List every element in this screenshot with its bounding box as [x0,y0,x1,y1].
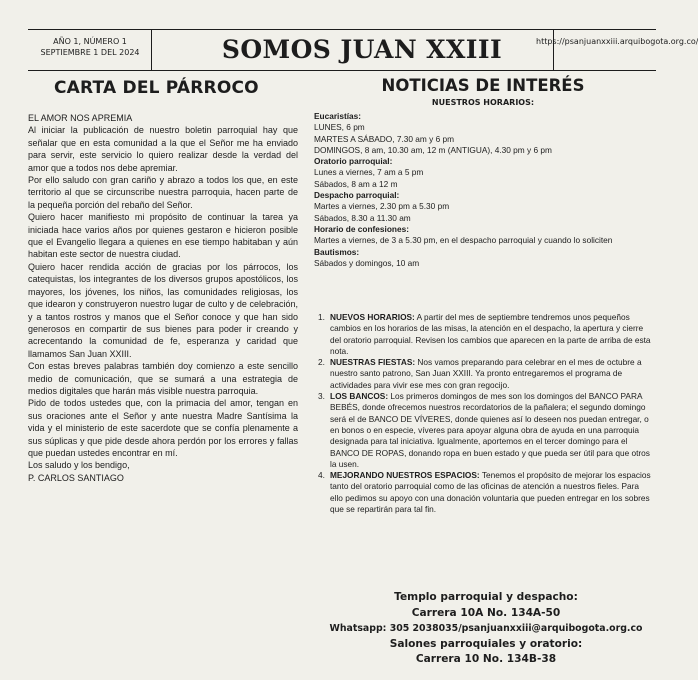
letter-heading: EL AMOR NOS APREMIA [28,113,133,123]
schedule-subtitle: NUESTROS HORARIOS: [431,98,535,107]
news-item-title: LOS BANCOS: [330,391,389,402]
news-list [314,312,654,515]
news-item-title: NUESTRAS FIESTAS: [330,357,416,368]
eucharist-label: Eucaristías: [314,111,362,121]
letter-closing: Los saludo y los bendigo, [28,460,130,471]
contact-footer [318,590,654,668]
letter-paragraph: Al iniciar la publicación de nuestro boletin parroquial hay que señalar que en esta comunidad a la que el Señor me ha enviado para servir, este servicio lo quiero realizar desde la verdad del amor que a todos nos debe apremiar. [28,125,298,173]
masthead-divider-left [151,30,152,70]
letter-section-title: CARTA DEL PÁRROCO [54,78,259,98]
issue-info [34,36,146,58]
office-label: Despacho parroquial: [314,190,400,201]
news-item-text: Nos vamos preparando para celebrar en el mes de octubre a nuestro santo patrono, San Juan XXIII. Ya pronto entregaremos el programa de actividades para vivir ese mes con gran regocijo. [330,357,642,390]
news-item-title: NUEVOS HORARIOS: [330,312,415,322]
news-item [314,312,654,357]
letter-paragraph: Quiero hacer manifiesto mi propósito de continuar la tarea ya iniciada hace varios años por quienes gestaron e hicieron posible que el Evangelio llegara a quienes en ese tiempo habitaban y aún habitan este sector de nuestra ciudad. [28,212,298,260]
schedule-line: MARTES A SÁBADO, 7.30 am y 6 pm [314,133,455,144]
schedule-line: LUNES, 6 pm [314,122,365,133]
letter-paragraph: Pido de todos ustedes que, con la primacia del amor, tengan en sus oraciones ante el Señor y ante nuestra Madre Santísima la vida y el ministerio de este sacerdote que se confía plenamente a sus súplicas y que pide desde ahora perdón por los errores y fallas que puedan ustedes encontrar en mí. [28,398,298,458]
contact-address: Carrera 10A No. 134A-50 [411,606,561,619]
news-item-title: MEJORANDO NUESTROS ESPACIOS: [330,470,480,481]
baptism-label: Bautismos: [314,246,360,257]
pastor-letter [28,112,298,484]
schedule-line: Lunes a viernes, 7 am a 5 pm [314,167,424,178]
news-item-text: A partir del mes de septiembre tendremos unos pequeños cambios en los horarios de las misas, la atención en el despacho, la apertura y cierre del oratorio parroquial. Revisen los cambios que aparecen en la parte de arriba de esta nota. [330,312,651,356]
news-item-number: 4. [318,470,325,481]
contact-line: Salones parroquiales y oratorio: [389,637,583,650]
newsletter-title: SOMOS JUAN XXIII [221,35,503,64]
news-item-text: Tenemos el propósito de mejorar los espacios tanto del oratorio parroquial como de las oficinas de atención a nuestros fieles. Para ello pedimos su apoyo con una donación voluntaria que pueden entregar en los sobres que se repartirán para tal fin. [330,470,651,515]
schedule-line: DOMINGOS, 8 am, 10.30 am, 12 m (ANTIGUA), 4.30 pm y 6 pm [314,144,552,155]
news-item [314,391,654,470]
letter-signature: P. CARLOS SANTIAGO [28,472,124,483]
schedule-line: Martes a viernes, 2.30 pm a 5.30 pm [314,201,450,212]
contact-line: Templo parroquial y despacho: [394,591,578,603]
issue-date: SEPTIEMBRE 1 DEL 2024 [40,48,140,57]
schedule-block [314,111,654,269]
news-item-number: 2. [318,357,325,368]
website-link[interactable]: https://psanjuanxxiii.arquibogota.org.co/ [536,37,698,46]
contact-whatsapp-email[interactable]: Whatsapp: 305 2038035/psanjuanxxiii@arquibogota.org.co [329,623,643,635]
schedule-line: Sábados, 8.30 a 11.30 am [314,212,411,223]
news-item [314,357,654,391]
schedule-line: Sábados, 8 am a 12 m [314,178,398,189]
schedule-line: Sábados y domingos, 10 am [314,257,420,268]
news-section-title: NOTICIAS DE INTERÉS [381,76,585,95]
news-item-text: Los primeros domingos de mes son los domingos del BANCO PARA BEBÉS, donde ofrecemos nuestros recordatorios de la pañalera; el segundo domingo será el de BANCO DE VÍVERES, donde quienes así lo deseen nos puedan entregar, o en bonos o en especie, víveres para apoyar alguna obra de ayuda en una parroquia designada para tal iniciativa. Igualmente, aportemos en el tercer domingo para el BANCO DE ROPAS, donando ropa en buen estado y que pueda ser útil para que otros la usen. [330,391,650,469]
masthead [28,29,698,71]
letter-paragraph: Quiero hacer rendida acción de gracias por los párrocos, los catequistas, los integrantes de los diversos grupos apostólicos, los mayores, los jóvenes, los niños, las comunidades religiosas, los que idearon y construyeron nuestro lugar de culto y de celebración, y a tantos rostros y manos que el Señor conoce y que han sido generosos en compartir de sus bienes para poder ir creando y acrecentando la comunidad de fe, esperanza y caridad que llamamos San Juan XXIII. [28,261,298,359]
issue-number: AÑO 1, NÚMERO 1 [53,37,127,46]
schedule-line: Martes a viernes, de 3 a 5.30 pm, en el despacho parroquial y cuando lo soliciten [314,235,613,246]
news-item-number: 1. [318,312,325,322]
news-item-number: 3. [318,391,325,402]
contact-address: Carrera 10 No. 134B-38 [415,653,557,666]
oratory-label: Oratorio parroquial: [314,156,393,167]
letter-paragraph: Por ello saludo con gran cariño y abrazo a todos los que, en este territorio al que se circunscribe nuestra parroquia, hacen parte de la pequeña porción del rebaño del Señor. [28,175,298,210]
news-item [314,470,654,515]
confession-label: Horario de confesiones: [314,223,409,234]
letter-paragraph: Con estas breves palabras también doy comienzo a este sencillo medio de comunicación, que se sumará a una estrategia de medios digitales que harán más visible nuestra parroquia. [28,361,298,396]
